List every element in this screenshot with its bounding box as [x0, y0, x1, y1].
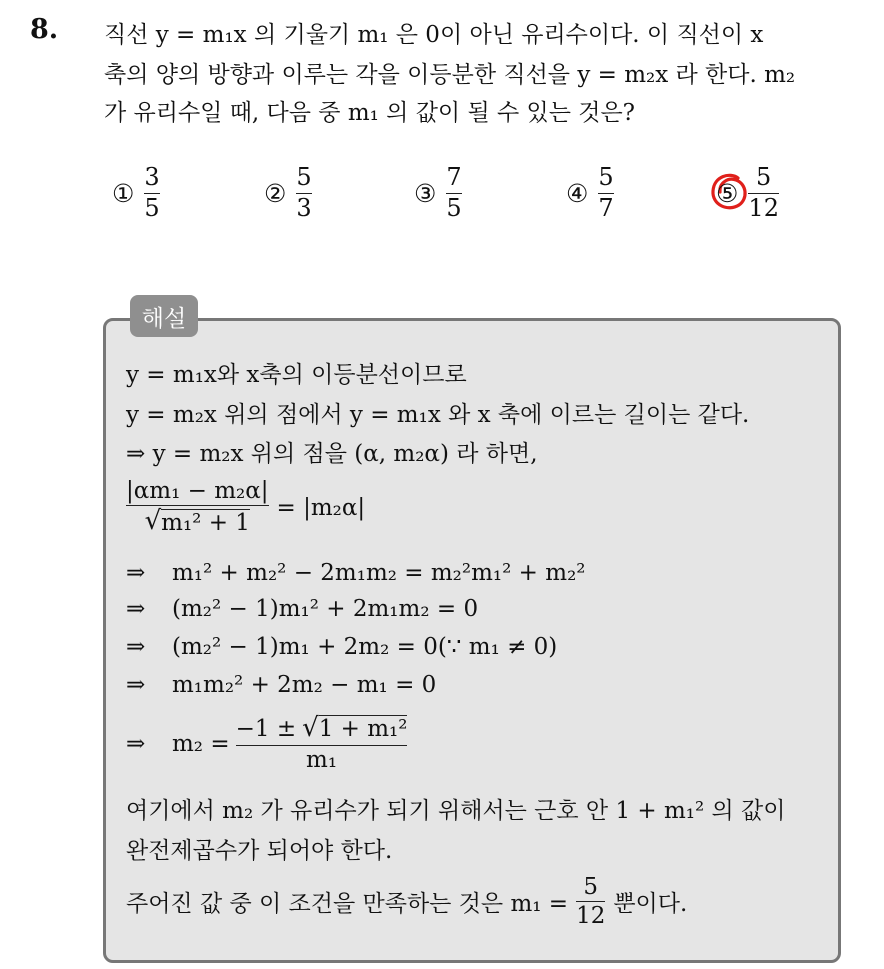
problem-line-3: 가 유리수일 때, 다음 중 m₁ 의 값이 될 수 있는 것은?: [104, 100, 636, 126]
solution-tag: 해설: [130, 295, 198, 337]
choice-fraction: [144, 164, 159, 222]
eq-text: (m₂² − 1)m₁ + 2m₂ = 0(∵ m₁ ≠ 0): [172, 634, 558, 660]
implies-arrow: ⇒: [126, 730, 146, 757]
radicand: m₁² + 1: [161, 509, 250, 536]
solution-line-1: y = m₁x와 x축의 이등분선이므로: [126, 362, 467, 388]
implies-arrow: ⇒: [126, 634, 146, 660]
choice-mark: ①: [112, 178, 135, 208]
sqrt-icon: √: [302, 713, 319, 743]
fraction-numerator: [236, 714, 408, 744]
fraction-numerator: 5: [598, 163, 614, 191]
problem-number: 8.: [30, 14, 59, 45]
solution-line-2: y = m₂x 위의 점에서 y = m₁x 와 x 축에 이르는 길이는 같다.: [126, 402, 750, 428]
fraction-denominator: [145, 507, 250, 537]
choice-mark: ③: [414, 178, 437, 208]
fraction-numerator: 5: [756, 163, 772, 191]
choice-mark: ②: [264, 178, 287, 208]
choice-mark: ⑤: [716, 178, 739, 208]
solution-text-1: 여기에서 m₂ 가 유리수가 되기 위해서는 근호 안 1 + m₁² 의 값이: [126, 798, 786, 824]
solution-eq-4: [126, 672, 436, 698]
eq5-num-prefix: −1 ±: [235, 715, 297, 742]
implies-arrow: ⇒: [126, 672, 146, 698]
eq-text: (m₂² − 1)m₁² + 2m₁m₂ = 0: [172, 596, 479, 622]
implies-arrow: ⇒: [126, 596, 146, 622]
choice-4[interactable]: [566, 164, 614, 222]
conclusion-fraction: [576, 874, 605, 930]
choice-5[interactable]: [716, 164, 779, 222]
solution-eq-3: [126, 634, 557, 660]
fraction-rhs: = |m₂α|: [276, 494, 366, 521]
solution-eq-5: [126, 714, 407, 773]
solution-text-2: 완전제곱수가 되어야 한다.: [126, 838, 393, 864]
solution-fraction-equation: [126, 478, 365, 537]
solution-line-3: ⇒ y = m₂x 위의 점을 (α, m₂α) 라 하면,: [126, 441, 538, 467]
fraction-denominator: 3: [296, 193, 312, 222]
quadratic-fraction: [236, 714, 408, 773]
fraction-denominator: 5: [144, 193, 160, 222]
choice-3[interactable]: [414, 164, 462, 222]
choice-1[interactable]: [112, 164, 160, 222]
choice-fraction: [296, 164, 311, 222]
fraction-denominator: 12: [576, 903, 606, 930]
fraction-numerator: 5: [583, 874, 599, 900]
problem-line-1: 직선 y = m₁x 의 기울기 m₁ 은 0이 아닌 유리수이다. 이 직선이 x: [104, 22, 764, 48]
choice-mark: ④: [566, 178, 589, 208]
implies-arrow: ⇒: [126, 560, 146, 586]
radicand: 1 + m₁²: [318, 716, 408, 743]
fraction-denominator: 7: [598, 193, 614, 222]
distance-fraction: [126, 478, 269, 537]
fraction-numerator: 3: [144, 163, 160, 191]
conclusion-post: 뿐이다.: [613, 891, 688, 918]
eq5-lhs: m₂ =: [172, 730, 230, 757]
choice-fraction: [748, 164, 779, 222]
problem-line-2: 축의 양의 방향과 이루는 각을 이등분한 직선을 y = m₂x 라 한다. m₂: [104, 62, 796, 88]
solution-eq-1: [126, 560, 586, 586]
fraction-numerator: 7: [446, 163, 462, 191]
selected-answer-circle: [716, 179, 748, 208]
fraction-bar: [236, 745, 408, 746]
fraction-denominator: 5: [446, 193, 462, 222]
solution-eq-2: [126, 596, 478, 622]
solution-conclusion: [126, 874, 687, 930]
conclusion-pre: 주어진 값 중 이 조건을 만족하는 것은 m₁ =: [126, 891, 569, 918]
fraction-denominator: m₁: [306, 746, 338, 773]
choice-fraction: [446, 164, 461, 222]
fraction-numerator: 5: [296, 163, 312, 191]
fraction-numerator: |αm₁ − m₂α|: [126, 478, 269, 504]
choice-2[interactable]: [264, 164, 312, 222]
fraction-denominator: 12: [748, 193, 779, 222]
eq-text: m₁² + m₂² − 2m₁m₂ = m₂²m₁² + m₂²: [172, 560, 586, 586]
fraction-bar: [576, 901, 605, 902]
eq-text: m₁m₂² + 2m₂ − m₁ = 0: [172, 672, 437, 698]
choice-fraction: [598, 164, 613, 222]
sqrt-icon: √: [144, 506, 162, 537]
